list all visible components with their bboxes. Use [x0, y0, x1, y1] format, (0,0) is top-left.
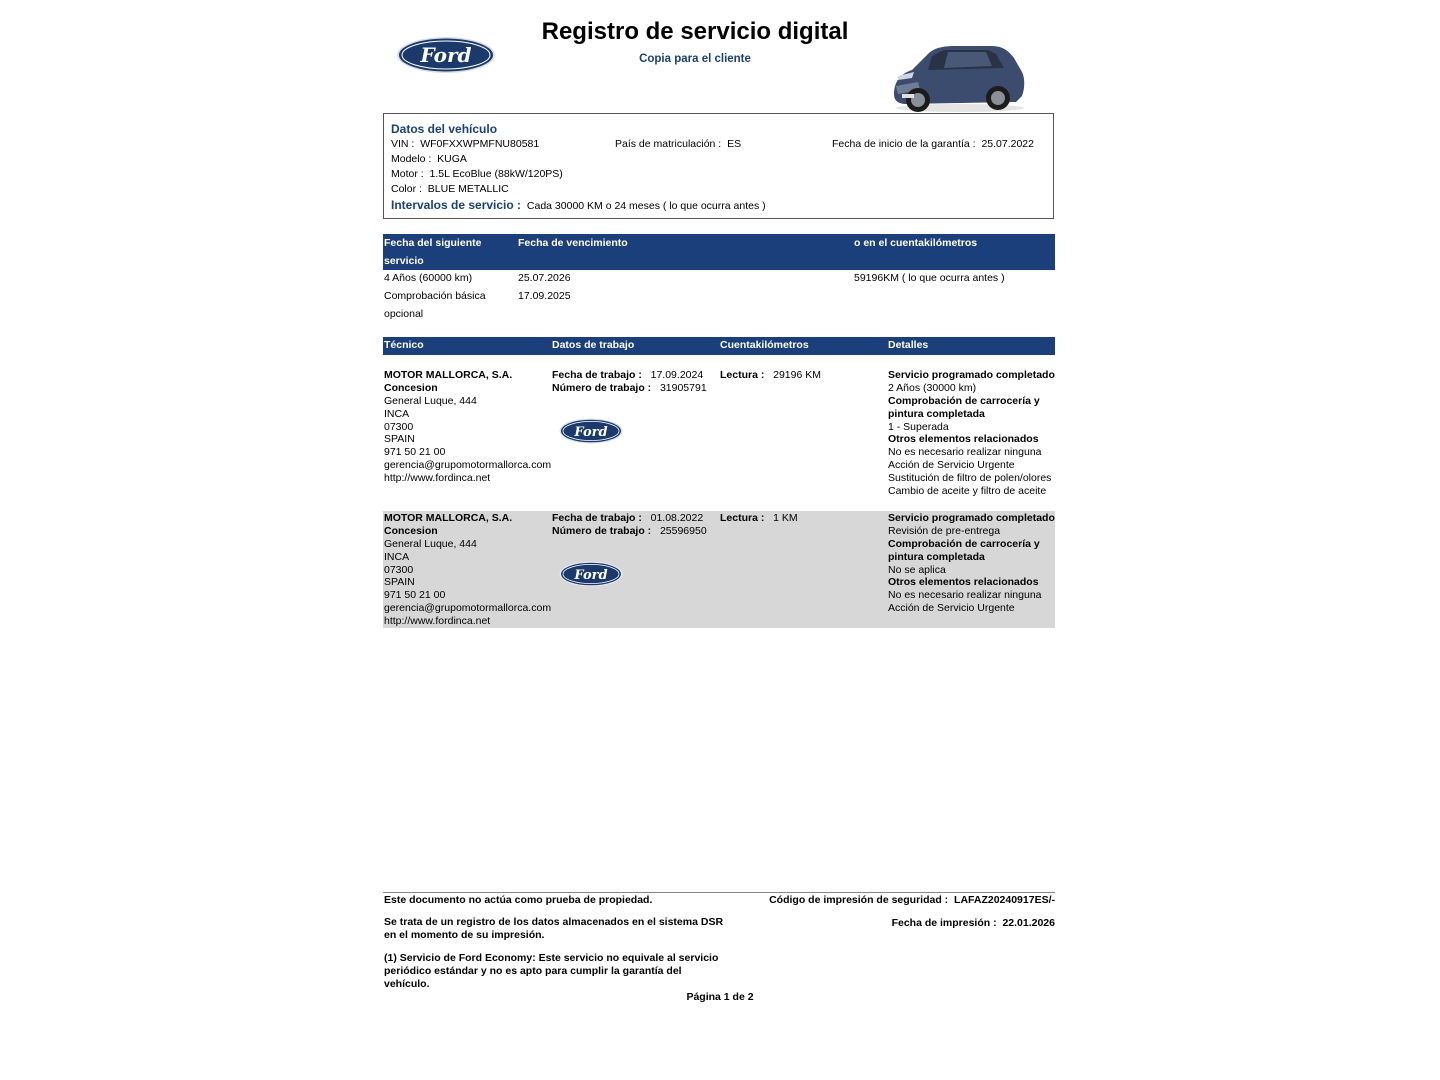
- engine-row: [391, 168, 563, 180]
- lectura-value: 29196 KM: [773, 369, 821, 381]
- economy-line: vehículo.: [384, 977, 430, 990]
- detail-line: Otros elementos relacionados: [888, 576, 1039, 589]
- detail-line: Acción de Servicio Urgente: [888, 602, 1015, 615]
- dealer-street: General Luque, 444: [384, 537, 477, 550]
- footer-ownership: Este documento no actúa como prueba de propiedad.: [384, 894, 653, 906]
- next-service-header: [383, 234, 1055, 270]
- page-number: Página 1 de 2: [686, 991, 754, 1003]
- economy-line: periódico estándar y no es apto para cumplir la garantía del: [384, 964, 682, 977]
- dealer-country: SPAIN: [384, 433, 415, 446]
- record-details-block: [888, 512, 1055, 615]
- history-col-km: Cuentakilómetros: [720, 339, 809, 351]
- history-col-datos: Datos de trabajo: [552, 339, 635, 351]
- history-col-detalles: Detalles: [888, 339, 929, 351]
- model-label: Modelo :: [391, 153, 432, 165]
- color-value: BLUE METALLIC: [427, 183, 509, 195]
- numero-label: Número de trabajo :: [552, 381, 652, 394]
- vehicle-data-box: [383, 113, 1054, 219]
- detail-line: Servicio programado completado: [888, 369, 1055, 381]
- next-service-col-date: Fecha de vencimiento: [518, 237, 628, 249]
- dealer-type: Concesion: [384, 524, 438, 537]
- record-km-block: [720, 369, 821, 382]
- footer-divider: [383, 892, 1055, 893]
- country-label: País de matriculación :: [615, 138, 722, 150]
- detail-line: Otros elementos relacionados: [888, 433, 1039, 446]
- dealer-city: INCA: [384, 407, 410, 420]
- fecha-value: 17.09.2024: [650, 369, 704, 381]
- dealer-website[interactable]: http://www.fordinca.net: [384, 472, 491, 485]
- country-value: ES: [727, 138, 742, 150]
- dealer-postcode: 07300: [384, 420, 414, 433]
- warranty-row: [832, 138, 1034, 150]
- next-service-row1-service: 4 Años (60000 km): [384, 272, 473, 284]
- engine-value: 1.5L EcoBlue (88kW/120PS): [429, 168, 563, 180]
- detail-line: 1 - Superada: [888, 420, 949, 433]
- detail-line: 2 Años (30000 km): [888, 381, 977, 394]
- economy-line: (1) Servicio de Ford Economy: Este servicio no equivale al servicio: [384, 952, 719, 964]
- interval-label: Intervalos de servicio :: [391, 198, 522, 212]
- dealer-type: Concesion: [384, 381, 438, 394]
- ford-logo-text: Ford: [420, 43, 472, 67]
- service-record: [383, 511, 1055, 628]
- model-row: [391, 153, 467, 165]
- detail-line: Acción de Servicio Urgente: [888, 459, 1015, 472]
- footer-print-date: [892, 917, 1055, 929]
- dealer-city: INCA: [384, 550, 410, 563]
- detail-line: Revisión de pre-entrega: [888, 524, 1001, 537]
- country-row: [615, 138, 741, 150]
- record-job-block: [552, 512, 707, 538]
- dsr-line: en el momento de su impresión.: [384, 928, 545, 941]
- footer-security: [769, 894, 1055, 906]
- next-service-row2-date: 17.09.2025: [518, 290, 571, 302]
- dealer-postcode: 07300: [384, 563, 414, 576]
- numero-value: 31905791: [659, 381, 707, 394]
- detail-line: pintura completada: [888, 550, 985, 563]
- record-dealer-block: [384, 512, 551, 628]
- dealer-country: SPAIN: [384, 576, 415, 589]
- dealer-name: MOTOR MALLORCA, S.A.: [384, 369, 513, 381]
- next-service-row1-km: 59196KM ( lo que ocurra antes ): [854, 272, 1005, 284]
- color-row: [391, 183, 509, 195]
- fecha-value: 01.08.2022: [650, 512, 704, 524]
- history-col-tecnico: Técnico: [384, 339, 424, 351]
- next-service-row1-date: 25.07.2026: [518, 272, 571, 284]
- record-details-block: [888, 369, 1055, 498]
- service-record: [383, 368, 1055, 502]
- detail-line: pintura completada: [888, 407, 985, 420]
- fecha-label: Fecha de trabajo :: [552, 369, 642, 381]
- ford-logo-text: Ford: [574, 568, 608, 583]
- model-value: KUGA: [437, 153, 467, 165]
- lectura-label: Lectura :: [720, 369, 765, 381]
- next-service-row2-service-1: Comprobación básica: [384, 290, 486, 302]
- security-label: Código de impresión de seguridad :: [769, 894, 949, 906]
- interval-value: Cada 30000 KM o 24 meses ( lo que ocurra antes ): [526, 200, 766, 212]
- vin-label: VIN :: [391, 138, 415, 150]
- dealer-website[interactable]: http://www.fordinca.net: [384, 615, 491, 628]
- print-label: Fecha de impresión :: [891, 917, 997, 929]
- detail-line: Comprobación de carrocería y: [888, 394, 1040, 407]
- detail-line: Comprobación de carrocería y: [888, 537, 1040, 550]
- footer-economy-note: [384, 952, 718, 991]
- dealer-email[interactable]: gerencia@grupomotormallorca.com: [384, 602, 552, 615]
- next-service-col-km: o en el cuentakilómetros: [854, 237, 978, 249]
- security-code: LAFAZ20240917ES/-: [954, 894, 1055, 906]
- numero-value: 25596950: [659, 524, 707, 537]
- ford-logo-text: Ford: [574, 425, 608, 440]
- detail-line: Cambio de aceite y filtro de aceite: [888, 485, 1047, 498]
- history-header: [383, 337, 1055, 355]
- dealer-phone: 971 50 21 00: [384, 589, 446, 602]
- dealer-name: MOTOR MALLORCA, S.A.: [384, 512, 513, 524]
- dsr-line: Se trata de un registro de los datos almacenados en el sistema DSR: [384, 916, 724, 928]
- record-km-block: [720, 512, 798, 525]
- next-service-row2-service-2: opcional: [384, 308, 424, 320]
- print-date: 22.01.2026: [1002, 917, 1055, 929]
- ford-logo-icon: [559, 561, 623, 587]
- next-service-col-service-1: Fecha del siguiente: [384, 237, 482, 249]
- numero-label: Número de trabajo :: [552, 524, 652, 537]
- interval-row: [391, 198, 766, 212]
- dealer-phone: 971 50 21 00: [384, 446, 446, 459]
- ford-logo-icon: [559, 418, 623, 444]
- dealer-email[interactable]: gerencia@grupomotormallorca.com: [384, 459, 552, 472]
- detail-line: Servicio programado completado: [888, 512, 1055, 524]
- color-label: Color :: [391, 183, 422, 195]
- page-title: Registro de servicio digital: [541, 18, 849, 45]
- vin-value: WF0FXXWPMFNU80581: [420, 138, 540, 150]
- vehicle-image: [888, 42, 1028, 114]
- dealer-street: General Luque, 444: [384, 394, 477, 407]
- lectura-label: Lectura :: [720, 512, 765, 524]
- vin-row: [391, 138, 539, 150]
- lectura-value: 1 KM: [773, 512, 798, 524]
- detail-line: No es necesario realizar ninguna: [888, 589, 1042, 602]
- page-subtitle: Copia para el cliente: [639, 53, 751, 65]
- footer-dsr: [384, 916, 723, 942]
- record-job-block: [552, 369, 707, 395]
- record-dealer-block: [384, 369, 551, 485]
- detail-line: No es necesario realizar ninguna: [888, 446, 1042, 459]
- fecha-label: Fecha de trabajo :: [552, 512, 642, 524]
- vehicle-section-heading: Datos del vehículo: [391, 122, 498, 136]
- warranty-date: 25.07.2022: [981, 138, 1034, 150]
- warranty-label: Fecha de inicio de la garantía :: [832, 138, 976, 150]
- detail-line: No se aplica: [888, 563, 946, 576]
- engine-label: Motor :: [391, 168, 424, 180]
- next-service-col-service-2: servicio: [384, 255, 424, 267]
- detail-line: Sustitución de filtro de polen/olores: [888, 472, 1052, 485]
